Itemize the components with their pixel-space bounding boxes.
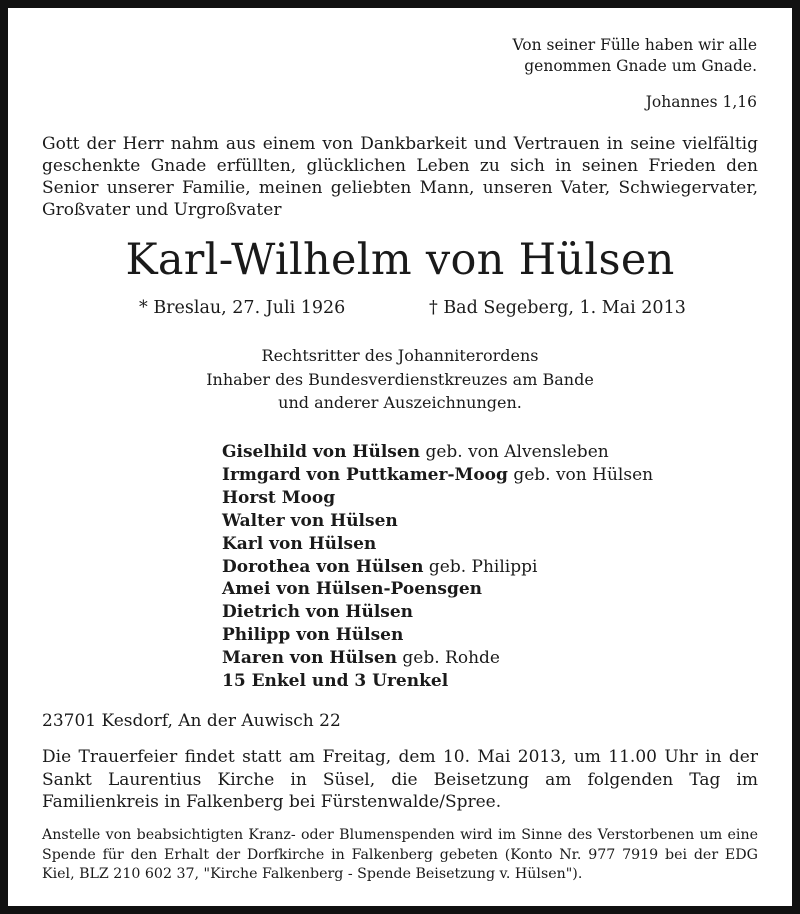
family-member-name: Dorothea von Hülsen (222, 556, 424, 577)
family-list (222, 441, 653, 693)
family-member-name: Horst Moog (222, 487, 336, 508)
family-member (222, 647, 653, 670)
family-member-nee: geb. Rohde (402, 648, 500, 669)
family-member-name: Karl von Hülsen (222, 533, 377, 554)
honor-line: und anderer Auszeichnungen. (278, 393, 522, 412)
family-member (222, 441, 653, 464)
family-member (222, 464, 653, 487)
family-member-nee: geb. Philippi (428, 556, 538, 577)
honors-list (8, 344, 792, 415)
honor-line: Rechtsritter des Johanniterordens (261, 346, 539, 365)
family-member-name: Walter von Hülsen (222, 510, 398, 531)
family-member-name: Dietrich von Hülsen (222, 602, 414, 623)
deceased-name: Karl-Wilhelm von Hülsen (125, 235, 675, 285)
family-address: 23701 Kesdorf, An der Auwisch 22 (42, 711, 341, 731)
family-member-name: Giselhild von Hülsen (222, 442, 421, 462)
verse-reference: Johannes 1,16 (645, 93, 757, 111)
family-member (222, 624, 653, 647)
family-member-nee: geb. von Hülsen (513, 464, 654, 485)
family-member (222, 533, 653, 556)
birth-info: * Breslau, 27. Juli 1926 (139, 298, 346, 318)
family-member (222, 510, 653, 533)
verse-line-1: Von seiner Fülle haben wir alle (512, 36, 757, 54)
family-member-name: Amei von Hülsen-Poensgen (222, 579, 483, 600)
family-member (222, 670, 653, 693)
intro-paragraph: Gott der Herr nahm aus einem von Dankbarkeit und Vertrauen in seine vielfältig geschenkte Gnade erfüllten, glücklichen Leben zu sich in seinen Frieden den Senior unserer Familie, meinen geliebten Mann, unseren Vater, Schwiegervater, Großvater und Urgroßvater (42, 134, 758, 220)
verse-line-2: genommen Gnade um Gnade. (524, 57, 757, 75)
family-member (222, 556, 653, 579)
family-member (222, 601, 653, 624)
bible-verse (513, 35, 757, 77)
grandchildren-count: 15 Enkel und 3 Urenkel (222, 671, 449, 692)
honor-line: Inhaber des Bundesverdienstkreuzes am Bande (206, 369, 594, 389)
family-member (222, 487, 653, 510)
family-member-name: Philipp von Hülsen (222, 625, 404, 646)
death-info: † Bad Segeberg, 1. Mai 2013 (429, 298, 686, 318)
family-member-name: Maren von Hülsen (222, 648, 398, 669)
family-member (222, 578, 653, 601)
family-member-name: Irmgard von Puttkamer-Moog (222, 464, 508, 485)
family-member-nee: geb. von Alvensleben (425, 442, 609, 462)
funeral-details: Die Trauerfeier findet statt am Freitag, dem 10. Mai 2013, um 11.00 Uhr in der Sankt Laurentius Kirche in Süsel, die Beisetzung am folgenden Tag im Familienkreis in Falkenberg bei Fürstenwalde/Spree. (42, 747, 758, 812)
donation-request: Anstelle von beabsichtigten Kranz- oder Blumenspenden wird im Sinne des Verstorbenen um eine Spende für den Erhalt der Dorfkirche in Falkenberg gebeten (Konto Nr. 977 7919 bei der EDG Kiel, BLZ 210 602 37, "Kirche Falkenberg - Spende Beisetzung v. Hülsen"). (42, 827, 758, 882)
